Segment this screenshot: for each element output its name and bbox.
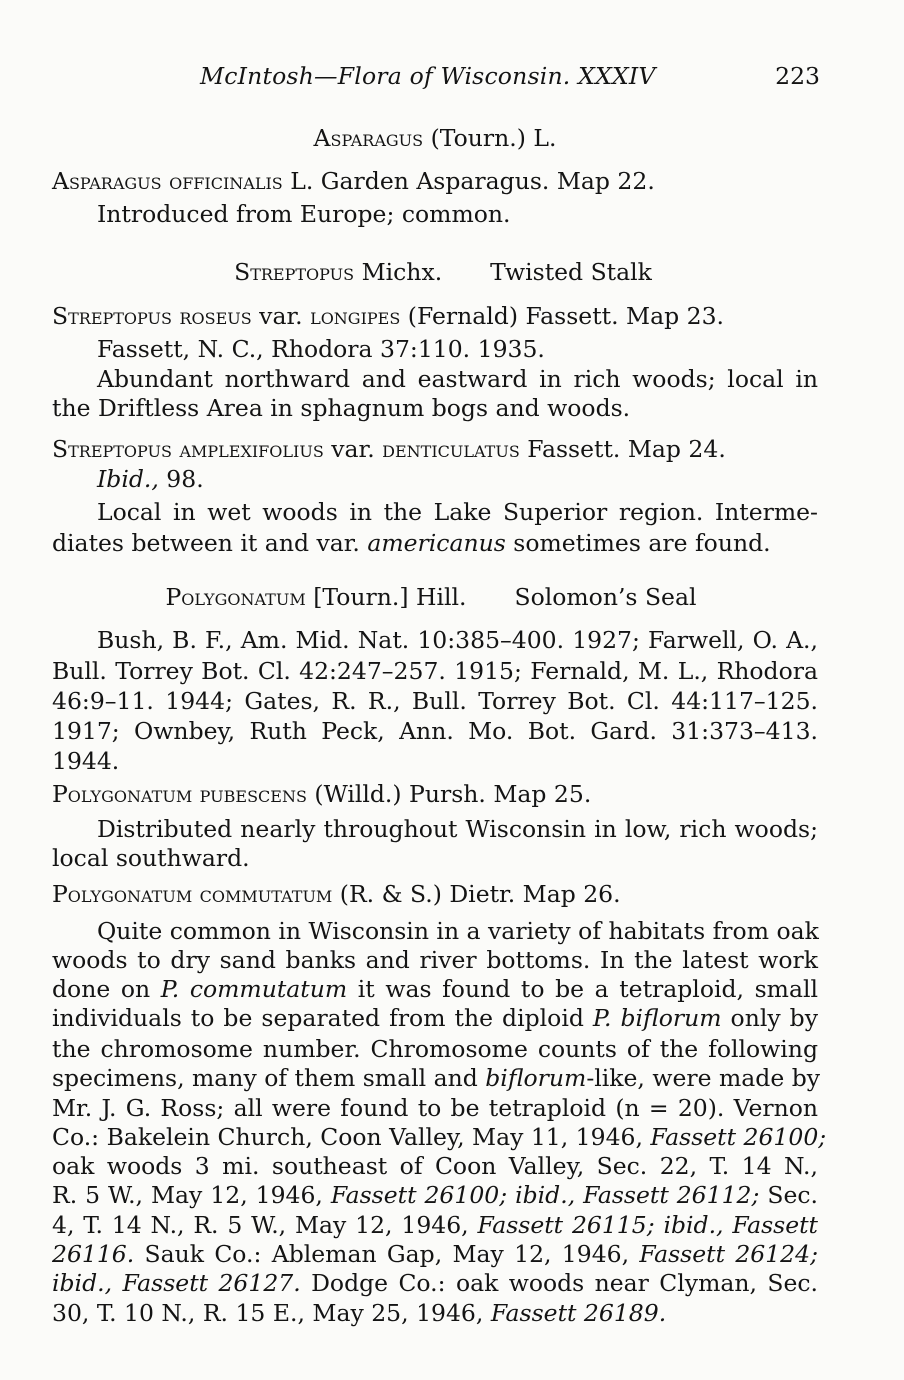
species-description-line: oak woods 3 mi. southeast of Coon Valley, Sec. 22, T. 14 N., xyxy=(52,1152,818,1180)
italic-specimen: Fassett 26124; xyxy=(639,1240,819,1268)
text-run: Sauk Co.: Ableman Gap, May 12, 1946, xyxy=(134,1240,640,1268)
species-name: Streptopus amplexifolius xyxy=(52,435,324,463)
species-authority: (R. & S.) Dietr. Map 26. xyxy=(332,880,621,908)
species-heading-polygonatum-pubescens xyxy=(52,780,818,809)
text-run: diates between it and var. xyxy=(52,529,368,557)
species-description-line xyxy=(52,1269,818,1298)
species-authority: (Willd.) Pursh. Map 25. xyxy=(306,780,592,808)
species-description-line xyxy=(52,1064,821,1093)
species-heading-asparagus-officinalis xyxy=(52,167,818,196)
species-description-line xyxy=(52,1211,818,1240)
genus-reference-line: Bull. Torrey Bot. Cl. 42:247–257. 1915; Fernald, M. L., Rhodora xyxy=(52,657,818,685)
italic-taxon: P. biflorum xyxy=(592,1004,722,1032)
species-description-line: woods to dry sand banks and river bottoms. In the latest work xyxy=(52,946,818,974)
text-run: -like, were made by xyxy=(586,1064,821,1092)
genus-common-name: Solomon’s Seal xyxy=(514,583,697,611)
genus-name: Polygonatum xyxy=(165,583,306,611)
italic-specimen: Fassett 26100; ibid., Fassett 26112; xyxy=(330,1181,760,1209)
text-run: Dodge Co.: oak woods near Clyman, Sec. xyxy=(300,1269,818,1297)
species-note: Introduced from Europe; common. xyxy=(97,200,511,228)
text-run: R. 5 W., May 12, 1946, xyxy=(52,1181,331,1209)
text-run: Co.: Bakelein Church, Coon Valley, May 11, 1946, xyxy=(52,1123,651,1151)
text-run: Sec. xyxy=(759,1181,819,1209)
species-description-line xyxy=(52,1299,818,1328)
italic-specimen: Fassett 26189. xyxy=(490,1299,667,1327)
species-name: Streptopus roseus xyxy=(52,302,252,330)
species-description-line xyxy=(52,1004,818,1033)
text-run: done on xyxy=(52,975,161,1003)
genus-heading-polygonatum xyxy=(48,583,814,612)
species-description-line: Distributed nearly throughout Wisconsin in low, rich woods; xyxy=(97,815,818,843)
species-heading-streptopus-roseus xyxy=(52,302,818,331)
genus-name: Streptopus xyxy=(234,258,355,286)
genus-authority: (Tourn.) L. xyxy=(423,124,557,152)
italic-specimen: 26116. xyxy=(52,1240,135,1268)
species-description-line: the chromosome number. Chromosome counts of the following xyxy=(52,1035,818,1063)
variety-name: longipes xyxy=(310,302,401,330)
italic-specimen: Fassett 26100; xyxy=(650,1123,827,1151)
text-run: individuals to be separated from the diploid xyxy=(52,1004,593,1032)
genus-authority: Michx. xyxy=(354,258,443,286)
text-run: specimens, many of them small and xyxy=(52,1064,486,1092)
species-name: Polygonatum pubescens xyxy=(52,780,307,808)
species-authority: (Fernald) Fassett. Map 23. xyxy=(400,302,724,330)
genus-name: Asparagus xyxy=(313,124,424,152)
species-authority: Fassett. Map 24. xyxy=(519,435,726,463)
italic-specimen: Fassett 26115; ibid., Fassett xyxy=(477,1211,818,1239)
genus-common-name: Twisted Stalk xyxy=(490,258,652,286)
var-word: var. xyxy=(251,302,311,330)
running-header xyxy=(52,62,822,96)
text-run: sometimes are found. xyxy=(505,529,771,557)
species-description-line: Abundant northward and eastward in rich woods; local in xyxy=(97,365,818,393)
literature-reference: Fassett, N. C., Rhodora 37:110. 1935. xyxy=(97,335,545,363)
italic-taxon: americanus xyxy=(367,529,506,557)
text-run: 30, T. 10 N., R. 15 E., May 25, 1946, xyxy=(52,1299,491,1327)
species-description-line xyxy=(52,975,818,1004)
italic-specimen: ibid., Fassett 26127. xyxy=(52,1269,301,1297)
literature-reference xyxy=(97,465,818,494)
species-heading-streptopus-amplexifolius xyxy=(52,435,818,464)
genus-reference-line: 1944. xyxy=(52,747,120,775)
species-heading-polygonatum-commutatum xyxy=(52,880,818,909)
genus-heading-asparagus xyxy=(52,124,818,153)
species-description-line: Local in wet woods in the Lake Superior region. Interme- xyxy=(97,498,818,526)
genus-heading-streptopus xyxy=(60,258,826,287)
genus-reference-line: 46:9–11. 1944; Gates, R. R., Bull. Torrey Bot. Cl. 44:117–125. xyxy=(52,687,818,715)
italic-taxon: biflorum xyxy=(485,1064,587,1092)
species-description-line: Quite common in Wisconsin in a variety of habitats from oak xyxy=(97,917,819,945)
species-authority: L. Garden Asparagus. Map 22. xyxy=(282,167,655,195)
var-word: var. xyxy=(323,435,383,463)
species-name: Asparagus officinalis xyxy=(52,167,283,195)
genus-reference-line: 1917; Ownbey, Ruth Peck, Ann. Mo. Bot. Gard. 31:373–413. xyxy=(52,717,818,745)
ibid-italic: Ibid., xyxy=(97,465,159,493)
species-description-line xyxy=(52,1123,827,1152)
text-run: only by xyxy=(721,1004,818,1032)
genus-authority: [Tourn.] Hill. xyxy=(305,583,467,611)
species-description-line: the Driftless Area in sphagnum bogs and woods. xyxy=(52,394,631,422)
page-number: 223 xyxy=(775,62,820,90)
species-description-line: Mr. J. G. Ross; all were found to be tetraploid (n = 20). Vernon xyxy=(52,1094,818,1122)
variety-name: denticulatus xyxy=(382,435,520,463)
species-name: Polygonatum commutatum xyxy=(52,880,333,908)
species-description-line: local southward. xyxy=(52,844,250,872)
species-description-line xyxy=(52,1181,818,1210)
text-run: it was found to be a tetraploid, small xyxy=(347,975,818,1003)
running-title: McIntosh—Flora of Wisconsin. XXXIV xyxy=(200,62,656,90)
reference-page: 98. xyxy=(158,465,204,493)
genus-reference-line: Bush, B. F., Am. Mid. Nat. 10:385–400. 1927; Farwell, O. A., xyxy=(97,626,818,654)
species-description-line xyxy=(52,529,818,558)
species-description-line xyxy=(52,1240,818,1269)
italic-taxon: P. commutatum xyxy=(160,975,348,1003)
text-run: 4, T. 14 N., R. 5 W., May 12, 1946, xyxy=(52,1211,478,1239)
